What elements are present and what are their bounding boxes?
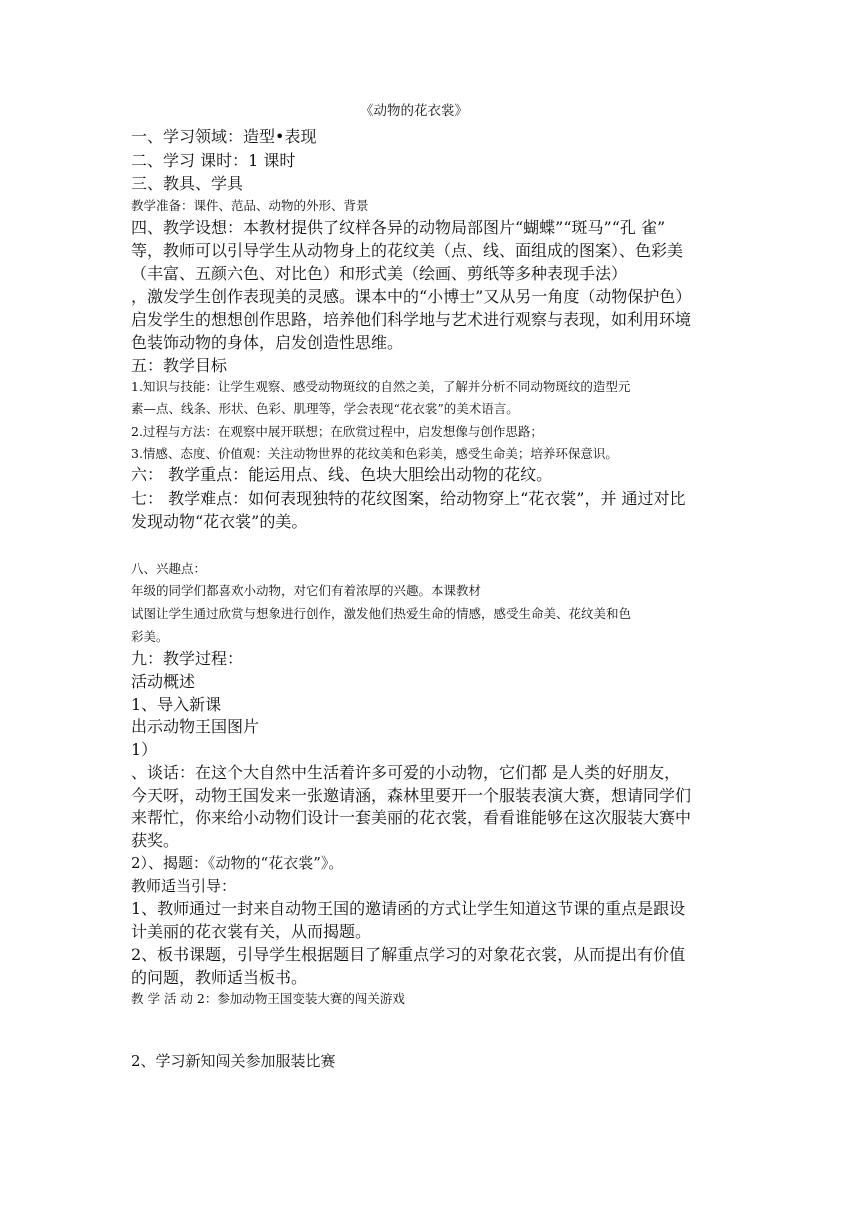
text-line: 彩美。 xyxy=(131,629,169,644)
section-heading: 2、学习新知闯关参加服装比赛 xyxy=(131,1052,336,1070)
text-line: 今天呀，动物王国发来一张邀请涵，森林里要开一个服装表演大赛，想请同学们 xyxy=(131,786,692,805)
text-line: 3.情感、态度、价值观：关注动物世界的花纹美和色彩美，感受生命美；培养环保意识。 xyxy=(131,446,618,461)
text-line: 七： 教学难点：如何表现独特的花纹图案，给动物穿上“花衣裳”，并 通过对比 xyxy=(131,489,686,508)
text-line: 计美丽的花衣裳有关，从而揭题。 xyxy=(131,922,372,941)
text-line: 色装饰动物的身体，启发创造性思维。 xyxy=(131,333,404,352)
text-line: 1、教师通过一封来自动物王国的邀请函的方式让学生知道这节课的重点是跟设 xyxy=(131,899,686,918)
text-line: 1.知识与技能：让学生观察、感受动物斑纹的自然之美，了解并分析不同动物斑纹的造型元 xyxy=(131,379,631,394)
text-line: 出示动物王国图片 xyxy=(131,717,260,736)
section-heading: 九：教学过程： xyxy=(131,649,244,668)
text-line: 获奖。 xyxy=(131,831,180,850)
text-line: 年级的同学们都喜欢小动物，对它们有着浓厚的兴趣。本课教材 xyxy=(131,583,482,598)
text-line: 教学准备：课件、范品、动物的外形、背景 xyxy=(131,198,369,213)
text-line: 、谈话：在这个大自然中生活着许多可爱的小动物，它们都 是人类的好朋友， xyxy=(131,763,681,782)
text-line: 2、板书课题，引导学生根据题目了解重点学习的对象花衣裳，从而提出有价值 xyxy=(131,945,686,964)
text-line: 活动概述 xyxy=(131,672,196,691)
text-line: 来帮忙，你来给小动物们设计一套美丽的花衣裳，看看谁能够在这次服装大赛中 xyxy=(131,808,692,827)
text-line: 三、教具、学具 xyxy=(131,174,244,193)
text-line: 1） xyxy=(131,740,158,759)
text-line: 2）、揭题：《动物的“花衣裳”》。 xyxy=(131,854,344,872)
text-line: 2.过程与方法：在观察中展开联想；在欣赏过程中，启发想像与创作思路； xyxy=(131,424,543,439)
text-line: 教师适当引导： xyxy=(131,877,237,895)
text-line: 六： 教学重点：能运用点、线、色块大胆绘出动物的花纹。 xyxy=(131,465,553,484)
text-line: 素—点、线条、形状、色彩、肌理等，学会表现“花衣裳”的美术语言。 xyxy=(131,401,519,416)
text-line: 试图让学生通过欣赏与想象进行创作，激发他们热爱生命的情感，感受生命美、花纹美和色 xyxy=(131,606,632,621)
text-line: 四、教学设想：本教材提供了纹样各异的动物局部图片“蝴蝶”“斑马”“孔 雀” xyxy=(131,218,666,237)
text-line: 发现动物“花衣裳”的美。 xyxy=(131,512,308,531)
document-title: 《动物的花衣裳》 xyxy=(360,103,468,119)
text-line: ，激发学生创作表现美的灵感。课本中的“小博士”又从另一角度（动物保护色） xyxy=(131,287,692,306)
section-heading: 五：教学目标 xyxy=(131,356,228,375)
text-line: 一、学习领域：造型•表现 xyxy=(131,127,317,146)
text-line: 二、学习 课时：1 课时 xyxy=(131,151,296,170)
text-line: （丰富、五颜六色、对比色）和形式美（绘画、剪纸等多种表现手法） xyxy=(131,264,628,283)
text-line: 教 学 活 动 2：参加动物王国变装大赛的闯关游戏 xyxy=(131,991,405,1006)
text-line: 等，教师可以引导学生从动物身上的花纹美（点、线、面组成的图案）、色彩美 xyxy=(131,241,684,260)
text-line: 的问题，教师适当板书。 xyxy=(131,968,308,987)
text-line: 启发学生的想想创作思路，培养他们科学地与艺术进行观察与表现，如利用环境 xyxy=(131,310,692,329)
text-line: 1、导入新课 xyxy=(131,695,222,714)
section-heading: 八、兴趣点： xyxy=(131,561,207,576)
